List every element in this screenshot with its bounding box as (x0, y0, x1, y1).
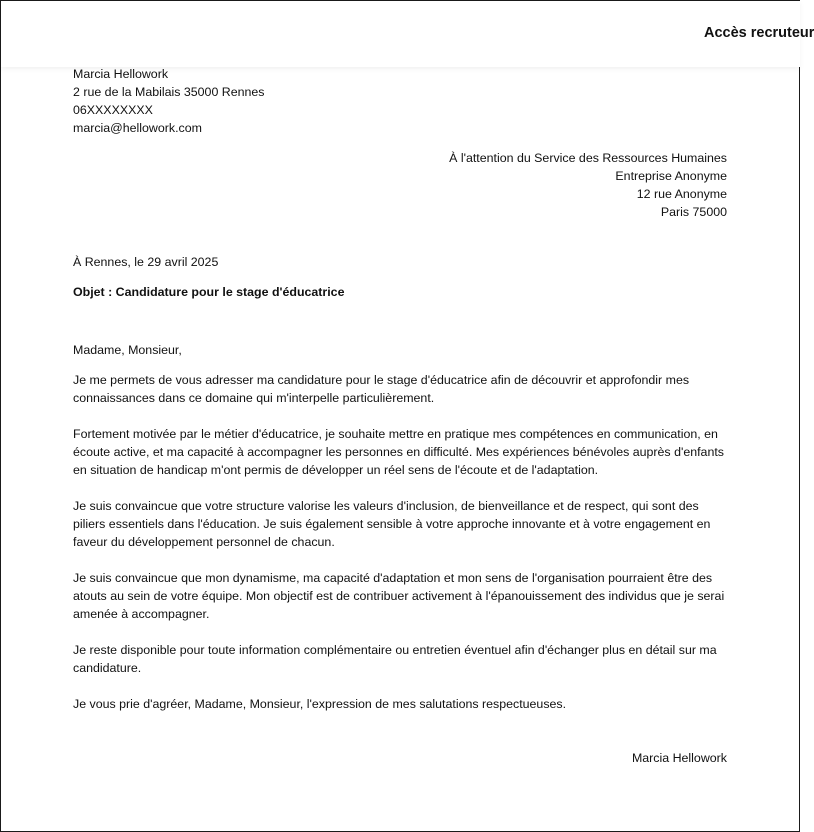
sender-address: 2 rue de la Mabilais 35000 Rennes (73, 85, 265, 99)
top-bar (1, 1, 814, 67)
letter-body (73, 371, 728, 731)
paragraph-availability: Je reste disponible pour toute information complémentaire ou entretien éventuel afin d'échanger plus en détail sur ma candidature. (73, 643, 717, 675)
recruiter-access-link[interactable]: Accès recruteur (704, 25, 814, 41)
recipient-block (449, 149, 727, 221)
paragraph-closing: Je vous prie d'agréer, Madame, Monsieur, l'expression de mes salutations respectueuses. (73, 697, 567, 711)
recipient-company: Entreprise Anonyme (615, 169, 727, 183)
paragraph-strengths: Je suis convaincue que mon dynamisme, ma capacité d'adaptation et mon sens de l'organisation pourraient être des atouts au sein de votre équipe. Mon objectif est de contribuer activement à l'épanouissement des individus que je serai amenée à accompagner. (73, 571, 725, 621)
recipient-street: 12 rue Anonyme (636, 187, 727, 201)
signature: Marcia Hellowork (631, 751, 727, 765)
recipient-attention: À l'attention du Service des Ressources Humaines (449, 151, 727, 165)
subject-line: Objet : Candidature pour le stage d'éducatrice (73, 285, 345, 299)
sender-email: marcia@hellowork.com (73, 121, 202, 135)
date-line: À Rennes, le 29 avril 2025 (73, 255, 219, 269)
recipient-city: Paris 75000 (660, 205, 727, 219)
paragraph-motivation: Fortement motivée par le métier d'éducatrice, je souhaite mettre en pratique mes compétences en communication, en écoute active, et ma capacité à accompagner les personnes en difficulté. Mes expériences bénévoles auprès d'enfants en situation de handicap m'ont permis de développer un réel sens de l'écoute et de l'adaptation. (73, 427, 724, 477)
salutation: Madame, Monsieur, (73, 343, 182, 357)
sender-name: Marcia Hellowork (73, 67, 169, 81)
sender-phone: 06XXXXXXXX (73, 103, 153, 117)
sender-block (73, 65, 265, 137)
paragraph-introduction: Je me permets de vous adresser ma candidature pour le stage d'éducatrice afin de découvrir et approfondir mes connaissances dans ce domaine qui m'interpelle particulièrement. (73, 373, 690, 405)
paragraph-values: Je suis convaincue que votre structure valorise les valeurs d'inclusion, de bienveillance et de respect, qui sont des piliers essentiels dans l'éducation. Je suis également sensible à votre approche innovante et à votre engagement en faveur du développement personnel de chacun. (73, 499, 711, 549)
